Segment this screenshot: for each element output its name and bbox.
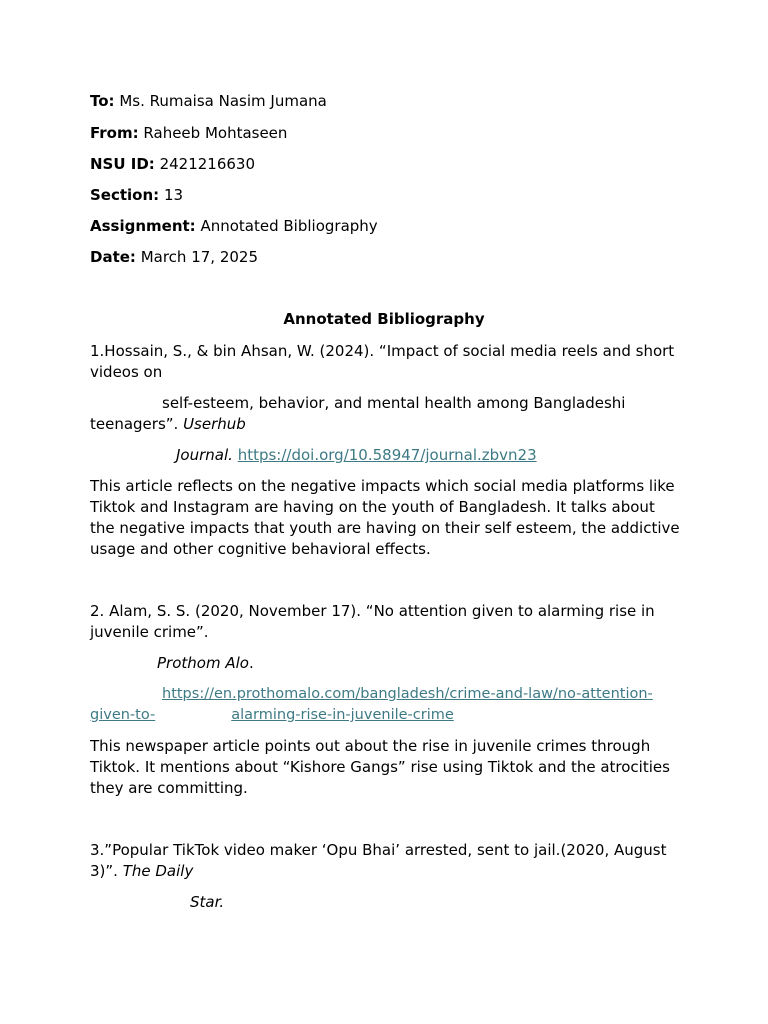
- memo-id-label: NSU ID:: [90, 155, 155, 173]
- entry-3-source-line: [90, 892, 680, 913]
- memo-date: [90, 247, 680, 268]
- memo-from: [90, 123, 680, 144]
- entry-3-citation-text: 3.”Popular TikTok video maker ‘Opu Bhai’ arrested, sent to jail.(2020, August 3)”.: [90, 841, 667, 880]
- entry-1-annotation: This article reflects on the negative impacts which social media platforms like Tiktok and Instagram are having on the youth of Bangladesh. It talks about the negative impacts that youth are having on their self esteem, the addictive usage and other cognitive behavioral effects.: [90, 477, 680, 558]
- memo-assignment-value: Annotated Bibliography: [200, 217, 378, 235]
- entry-2-link-line: [90, 684, 680, 726]
- page-title: Annotated Bibliography: [283, 310, 485, 328]
- memo-from-label: From:: [90, 124, 139, 142]
- entry-2-link[interactable]: [90, 686, 653, 723]
- memo-id-value: 2421216630: [159, 155, 256, 173]
- entry-1-journal-part1: Userhub: [183, 415, 246, 433]
- entry-1-journal-part2: Journal.: [176, 446, 233, 464]
- entry-1-citation-text: self-esteem, behavior, and mental health among Bangladeshi teenagers”.: [90, 394, 626, 433]
- entry-1-citation-line2: [90, 393, 680, 435]
- entry-1-citation-line1: 1.Hossain, S., & bin Ahsan, W. (2024). “Impact of social media reels and short videos on: [90, 342, 675, 381]
- memo-section-label: Section:: [90, 186, 160, 204]
- entry-3-citation-line1: [90, 840, 680, 882]
- memo-date-label: Date:: [90, 248, 136, 266]
- entry-2-link-part1: https://en.prothomalo.com/bangladesh/crime-and-law/no-attention-given-to-: [90, 686, 653, 723]
- memo-to-label: To:: [90, 92, 115, 110]
- entry-3-source-part1: The Daily: [122, 862, 194, 880]
- entry-2-source-line: [90, 653, 680, 674]
- memo-from-value: Raheeb Mohtaseen: [143, 124, 288, 142]
- entry-2-source-suffix: .: [248, 654, 254, 672]
- entry-2-source: Prothom Alo: [157, 654, 249, 672]
- memo-to: [90, 91, 680, 112]
- entry-2-annotation: This newspaper article points out about the rise in juvenile crimes through Tiktok. It mentions about “Kishore Gangs” rise using Tiktok and the atrocities they are committing.: [90, 737, 670, 797]
- memo-date-value: March 17, 2025: [140, 248, 258, 266]
- memo-to-value: Ms. Rumaisa Nasim Jumana: [119, 92, 327, 110]
- memo-id: [90, 154, 680, 175]
- entry-1-link[interactable]: https://doi.org/10.58947/journal.zbvn23: [237, 446, 537, 464]
- entry-2-citation-line1: 2. Alam, S. S. (2020, November 17). “No attention given to alarming rise in juvenile crime”.: [90, 602, 655, 641]
- memo-section: [90, 185, 680, 206]
- entry-1-journal-line: [90, 445, 680, 466]
- memo-assignment-label: Assignment:: [90, 217, 196, 235]
- memo-assignment: [90, 216, 680, 237]
- entry-3-source-part2: Star.: [190, 893, 225, 911]
- memo-section-value: 13: [163, 186, 184, 204]
- entry-2-link-part2: alarming-rise-in-juvenile-crime: [231, 707, 454, 723]
